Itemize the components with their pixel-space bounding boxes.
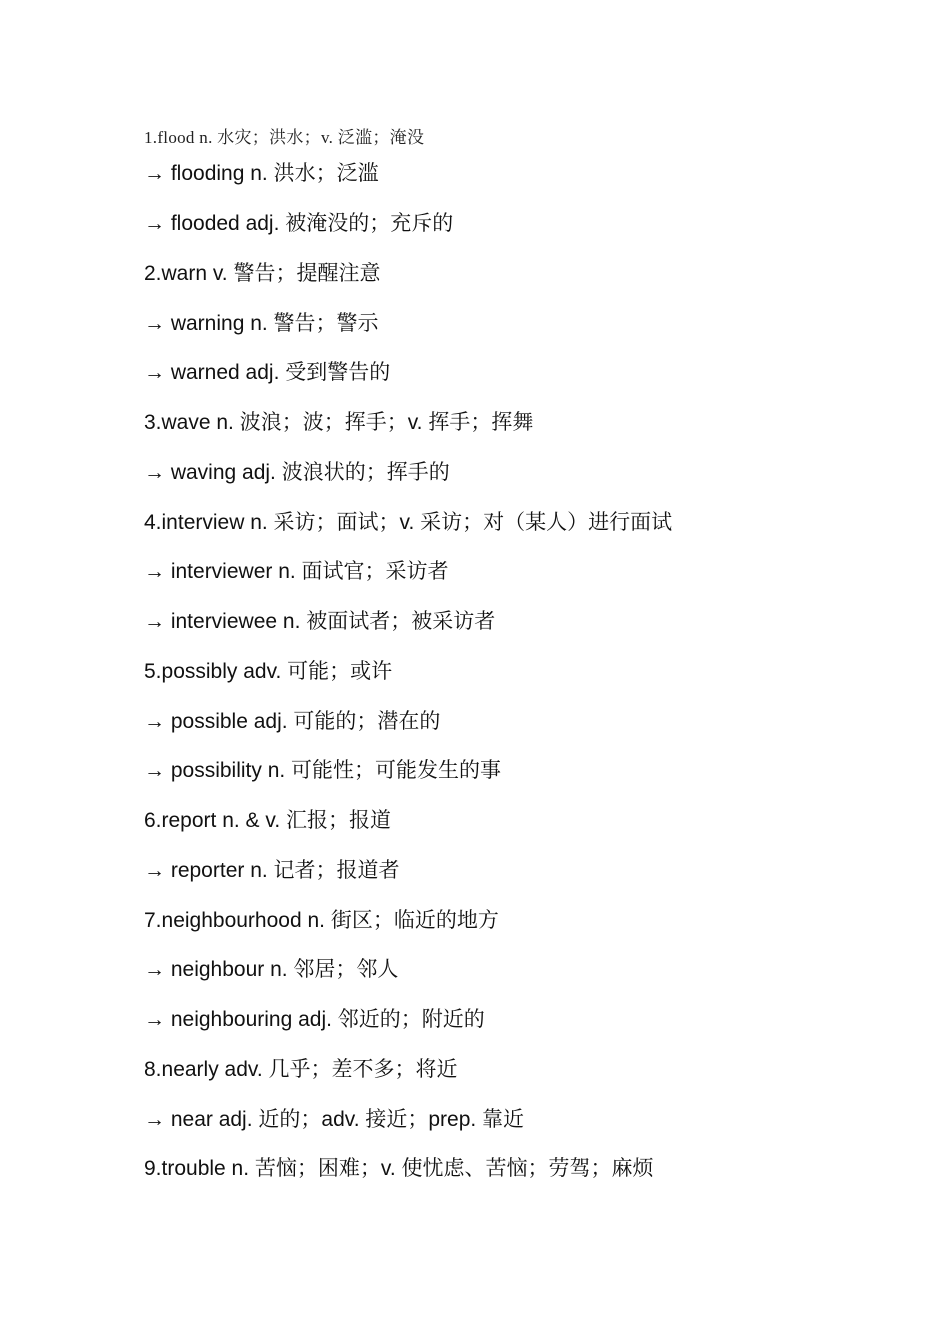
entry-line-18: → neighbour n. 邻居；邻人 (144, 958, 399, 981)
entry-line-13: → possible adj. 可能的；潜在的 (144, 710, 441, 733)
entry-line-6: → warned adj. 受到警告的 (144, 361, 391, 384)
entry-line-2: → flooding n. 洪水；泛滥 (144, 162, 379, 185)
entry-line-11: → interviewee n. 被面试者；被采访者 (144, 610, 496, 633)
entry-line-22: 9.trouble n. 苦恼；困难；v. 使忧虑、苦恼；劳驾；麻烦 (144, 1157, 654, 1180)
entry-line-19: → neighbouring adj. 邻近的；附近的 (144, 1008, 485, 1031)
entry-line-15: 6.report n. & v. 汇报；报道 (144, 809, 392, 832)
entry-line-8: → waving adj. 波浪状的；挥手的 (144, 461, 450, 484)
entry-line-10: → interviewer n. 面试官；采访者 (144, 560, 449, 583)
entry-line-20: 8.nearly adv. 几乎；差不多；将近 (144, 1058, 458, 1081)
entry-line-17: 7.neighbourhood n. 街区；临近的地方 (144, 909, 499, 932)
entry-line-5: → warning n. 警告；警示 (144, 312, 379, 335)
entry-line-4: 2.warn v. 警告；提醒注意 (144, 262, 381, 285)
entry-line-16: → reporter n. 记者；报道者 (144, 859, 400, 882)
entry-line-7: 3.wave n. 波浪；波；挥手；v. 挥手；挥舞 (144, 411, 534, 434)
entry-line-14: → possibility n. 可能性；可能发生的事 (144, 759, 502, 782)
entry-line-21: → near adj. 近的；adv. 接近；prep. 靠近 (144, 1108, 525, 1131)
entry-line-1: 1.flood n. 水灾；洪水；v. 泛滥；淹没 (144, 128, 425, 147)
entry-line-3: → flooded adj. 被淹没的；充斥的 (144, 212, 454, 235)
entry-line-9: 4.interview n. 采访；面试；v. 采访；对（某人）进行面试 (144, 511, 673, 534)
entry-line-12: 5.possibly adv. 可能；或许 (144, 660, 393, 683)
